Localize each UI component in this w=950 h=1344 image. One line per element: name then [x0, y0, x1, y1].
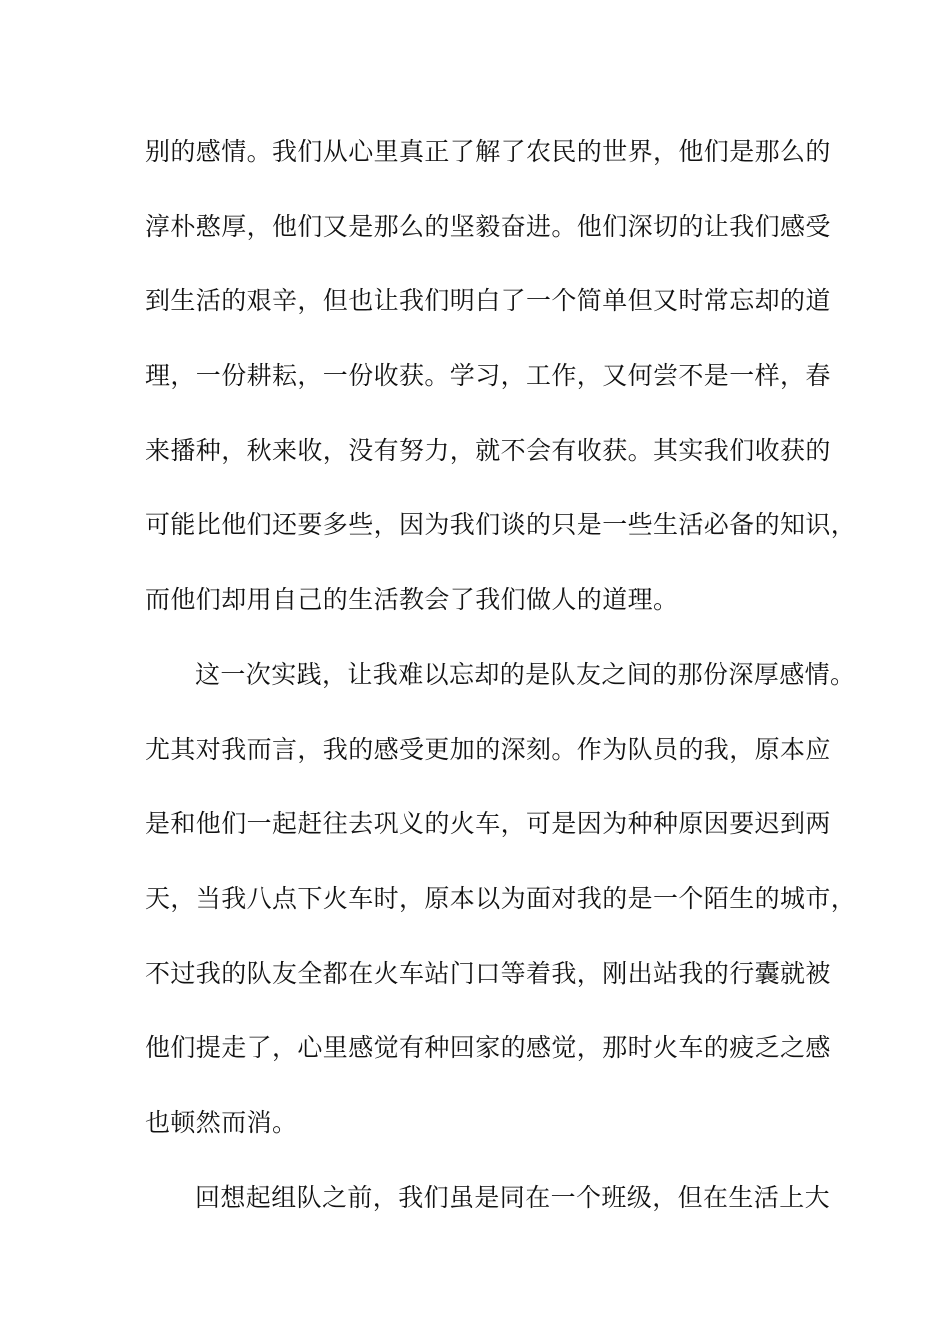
text-line: 而他们却用自己的生活教会了我们做人的道理。 [145, 585, 679, 615]
text-line: 可能比他们还要多些，因为我们谈的只是一些生活必备的知识， [145, 510, 857, 540]
text-line: 也顿然而消。 [145, 1107, 298, 1137]
text-line: 天，当我八点下火车时，原本以为面对我的是一个陌生的城市， [145, 883, 857, 913]
text-line: 是和他们一起赶往去巩义的火车，可是因为种种原因要迟到两 [145, 809, 831, 839]
text-line: 他们提走了，心里感觉有种回家的感觉，那时火车的疲乏之感 [145, 1033, 831, 1063]
paragraph-first-line: 回想起组队之前，我们虽是同在一个班级，但在生活上大 [195, 1182, 831, 1212]
text-line: 理，一份耕耘，一份收获。学习，工作，又何尝不是一样，春 [145, 361, 831, 391]
text-line: 来播种，秋来收，没有努力，就不会有收获。其实我们收获的 [145, 435, 831, 465]
paragraph-first-line: 这一次实践，让我难以忘却的是队友之间的那份深厚感情。 [195, 659, 856, 689]
body-text [145, 128, 857, 1248]
text-line: 尤其对我而言，我的感受更加的深刻。作为队员的我，原本应 [145, 734, 831, 764]
text-line: 到生活的艰辛，但也让我们明白了一个简单但又时常忘却的道 [145, 286, 831, 316]
text-line: 别的感情。我们从心里真正了解了农民的世界，他们是那么的 [145, 137, 831, 166]
text-line: 不过我的队友全都在火车站门口等着我，刚出站我的行囊就被 [145, 958, 831, 988]
text-line: 淳朴憨厚，他们又是那么的坚毅奋进。他们深切的让我们感受 [145, 211, 831, 241]
